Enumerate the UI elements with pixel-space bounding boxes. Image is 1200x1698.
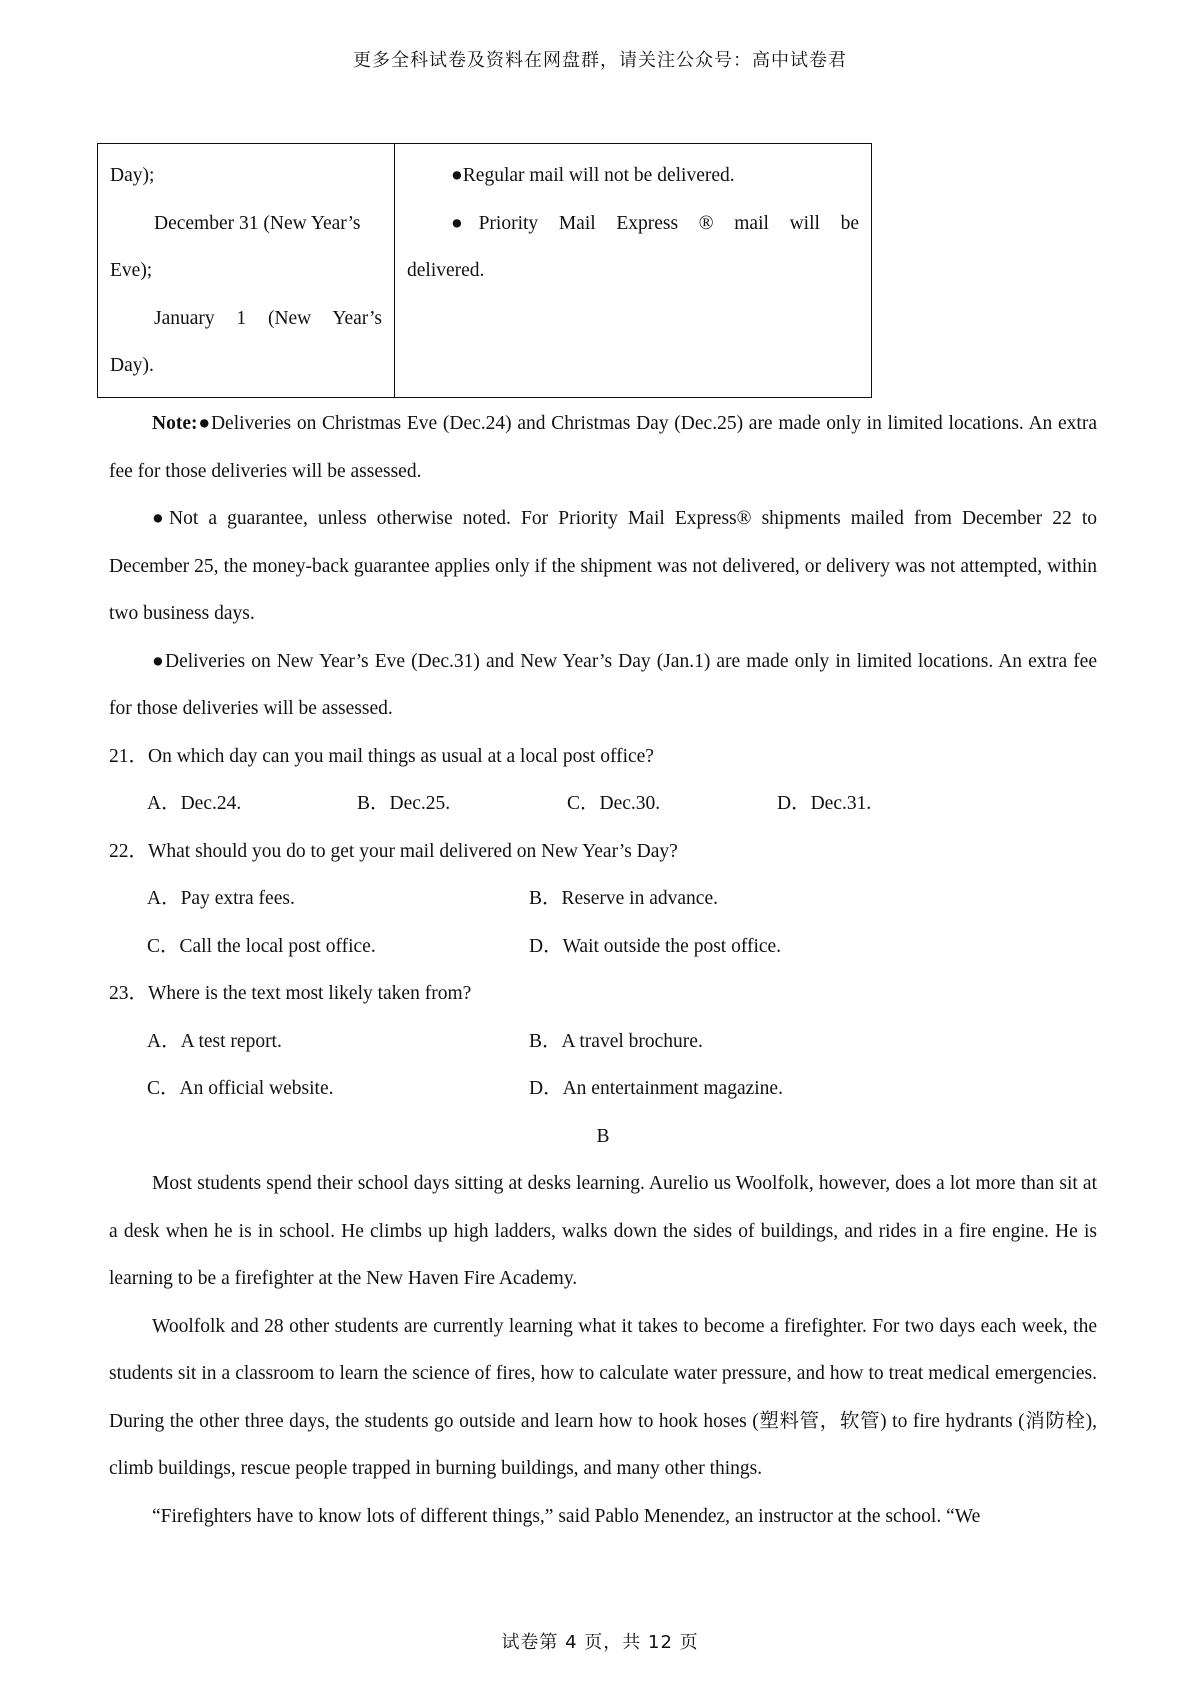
table-left-line: Eve);: [110, 260, 153, 281]
question-23-options-row-1: [109, 1018, 1097, 1066]
question-22-options-row-2: [109, 923, 1097, 971]
holiday-dates-cell: [98, 144, 395, 398]
table-left-line: Day).: [110, 355, 154, 376]
option-a: A．Dec.24.: [147, 793, 242, 814]
option-a: A．Pay extra fees.: [147, 888, 295, 909]
note-text-1: ●Deliveries on Christmas Eve (Dec.24) and Christmas Day (Dec.25) are made only in limited locations. An extra fee for those deliveries will be assessed.: [109, 413, 1097, 482]
note-paragraph-3: ●Deliveries on New Year’s Eve (Dec.31) and New Year’s Day (Jan.1) are made only in limited locations. An extra fee for those deliveries will be assessed.: [109, 650, 1097, 719]
note-paragraph-1: [109, 400, 1097, 495]
page-footer: 试卷第 4 页，共 12 页: [501, 1632, 699, 1653]
table-right-line: ●Priority Mail Express ® mail will be: [451, 212, 859, 234]
option-d: D．An entertainment magazine.: [529, 1078, 783, 1099]
question-22-stem: 22．What should you do to get your mail delivered on New Year’s Day?: [109, 840, 678, 862]
option-c: C．An official website.: [147, 1078, 334, 1099]
option-b: B．Reserve in advance.: [529, 888, 718, 909]
option-b: B．Dec.25.: [357, 793, 451, 814]
question-22-options-row-1: [109, 875, 1097, 923]
question-21-stem: 21．On which day can you mail things as usual at a local post office?: [109, 745, 654, 767]
passage-paragraph-3: “Firefighters have to know lots of different things,” said Pablo Menendez, an instructor at the school. “We: [152, 1505, 981, 1527]
option-b: B．A travel brochure.: [529, 1030, 703, 1052]
table-left-line: December 31 (New Year’s: [154, 212, 361, 234]
page-content: [109, 400, 1097, 1540]
table-left-line: January 1 (New Year’s: [154, 307, 382, 329]
table-left-line: Day);: [110, 165, 155, 186]
table-right-line: ●Regular mail will not be delivered.: [451, 165, 735, 186]
passage-paragraph-1: Most students spend their school days sitting at desks learning. Aurelio us Woolfolk, however, does a lot more than sit at a desk when he is in school. He climbs up high ladders, walks down the sides of buildings, and rides in a fire engine. He is learning to be a firefighter at the New Haven Fire Academy.: [109, 1173, 1097, 1289]
section-label: B: [596, 1125, 610, 1147]
option-d: D．Dec.31.: [777, 793, 872, 814]
question-21-options: [109, 780, 1097, 828]
question-23-options-row-2: [109, 1065, 1097, 1113]
page-header: 更多全科试卷及资料在网盘群，请关注公众号：高中试卷君: [353, 50, 847, 71]
question-23-stem: 23．Where is the text most likely taken from?: [109, 983, 472, 1004]
option-c: C．Call the local post office.: [147, 935, 376, 957]
schedule-table: [97, 143, 872, 398]
delivery-status-cell: [395, 144, 872, 398]
option-a: A．A test report.: [147, 1030, 282, 1052]
table-right-line: delivered.: [407, 260, 485, 281]
note-label: Note:: [152, 413, 198, 434]
note-paragraph-2: ●Not a guarantee, unless otherwise noted. For Priority Mail Express® shipments mailed from December 22 to December 25, the money-back guarantee applies only if the shipment was not delivered, or delivery was not attempted, within two business days.: [109, 508, 1097, 624]
option-d: D．Wait outside the post office.: [529, 935, 782, 957]
passage-paragraph-2: Woolfolk and 28 other students are currently learning what it takes to become a firefighter. For two days each week, the students sit in a classroom to learn the science of fires, how to calculate water pressure, and how to treat medical emergencies. During the other three days, the students go outside and learn how to hook hoses (塑料管，软管) to fire hydrants (消防栓), climb buildings, rescue people trapped in burning buildings, and many other things.: [109, 1315, 1097, 1479]
option-c: C．Dec.30.: [567, 793, 661, 814]
